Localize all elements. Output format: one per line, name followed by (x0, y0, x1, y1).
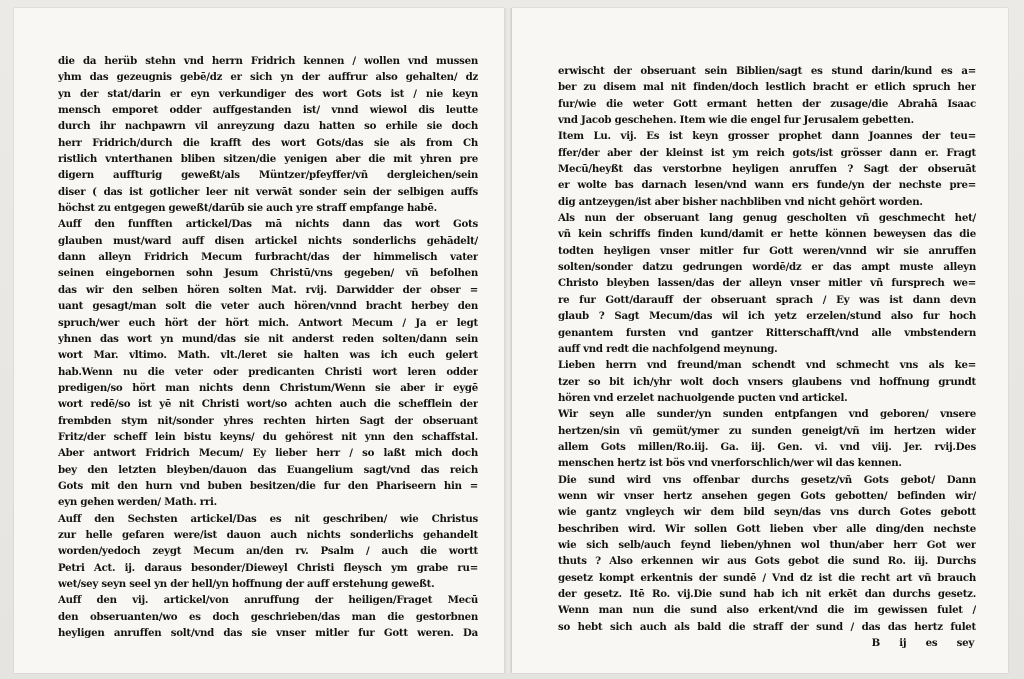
text-line: wet/sey seyn seel yn der hell/yn hoffnung der auff erstehung geweßt. (58, 578, 435, 590)
text-line: yhnen das wort yn mund/das sie nit anderst reden solten/dann sein (58, 332, 478, 345)
text-line: hertzen/sin vñ gemüt/ymer zu sunden geneigt/vñ im hertzen wider (558, 424, 976, 437)
text-line: ffer/der aber der kleinst ist ym reich gots/ist grösser dann er. Fragt (558, 146, 976, 159)
text-line: beschriben wird. Wir sollen Gott lieben vber alle ding/den nechste (558, 522, 976, 535)
text-line: spruch/wer euch hört der hört mich. Antwort Mecum / Ja er legt (58, 316, 478, 329)
text-line: wie gantz vngleych wir dem bild seyn/das vns durch Gotes gebott (558, 506, 976, 519)
text-line: Item Lu. vij. Es ist keyn grosser prophet dann Joannes der teu= (558, 130, 976, 143)
text-line: Gots mit den hurn vnd buben besitzen/die fur den Phariseern hin = (58, 479, 478, 492)
text-line: durch ihr nachpawrn vil anreyzung dazu hatten so erhile sie doch (58, 120, 478, 133)
text-line: vnd Jacob geschehen. Item wie die engel fur Jerusalem gebetten. (558, 114, 914, 127)
right-page (512, 8, 1008, 673)
text-line: Fritz/der scheff lein bistu keyns/ du gehörest nit ynn den schaffstal. (58, 430, 478, 443)
text-line: Die sund wird vns offenbar durchs gesetz/vñ Gots gebot/ Dann (558, 473, 976, 486)
text-line: ristlich vnterthanen bliben sitzen/die yenigen aber die mit yhren pre (58, 153, 478, 166)
text-line: allem Gots millen/Ro.iij. Ga. iij. Gen. vi. vnd viij. Jer. rvij.Des (558, 440, 976, 453)
left-page (14, 8, 504, 673)
text-line: uant gesagt/man solt die veter auch hören/vnnd bracht herbey den (58, 300, 478, 313)
text-line: thuts ? Also erkennen wir aus Gots gebot die sund Ro. iij. Durchs (558, 555, 976, 568)
book-gutter (504, 8, 512, 673)
text-line: bey den letzten bleyben/dauon das Euangelium sagt/vnd das reich (58, 463, 478, 476)
text-line: wort Mar. vltimo. Math. vlt./leret sie halten was ich euch gelert (58, 349, 478, 362)
text-line: zur helle gefaren were/ist dauon auch nichts sonderlichs gehandelt (58, 528, 478, 541)
text-line: worden/yedoch zeygt Mecum an/den rv. Psalm / auch die wortt (58, 545, 478, 558)
text-line: er wolte bas darnach lesen/vnd wann ers funde/yn der nechste pre= (558, 179, 976, 192)
text-line: fur/wie die weter Gott ermant hetten der zusage/die Abrahā Isaac (558, 97, 976, 110)
text-line: mensch emporet odder auffgestanden ist/ vnnd wiewol dis leutte (58, 104, 478, 117)
text-line: wenn wir vnser hertz ansehen gegen Gots gebotten/ befinden wir/ (558, 489, 976, 502)
signature-catchword: B ij es sey (871, 637, 974, 650)
text-line: Lieben herrn vnd freund/man schendt vnd schmecht vns als ke= (558, 359, 976, 372)
text-line: Christo bleyben lassen/das der alleyn vnser mitler vñ fursprech we= (558, 277, 976, 290)
text-line: dann alleyn Fridrich Mecum furbracht/das der himmelisch vater (58, 251, 478, 264)
text-line: Auff den Sechsten artickel/Das es nit geschriben/ wie Christus (58, 512, 478, 525)
text-line: Petri Act. ij. daraus besonder/Dieweyl Christi fleysch ym grabe ru= (58, 561, 478, 574)
text-line: dig antzeygen/ist aber bisher nachbliben vnd nicht gehört worden. (558, 195, 923, 208)
text-line: Auff den vij. artickel/von anruffung der heiligen/Fraget Mecū (58, 594, 478, 607)
text-line: glauben must/ward auff disen artickel nichts sonderlichs gehādelt/ (58, 234, 478, 247)
text-line: so hebt sich auch als bald die straff der sund / das das hertz fulet (558, 620, 976, 633)
text-line: menschen hertz ist bös vnd vnerforschlich/wer wil das kennen. (558, 457, 902, 470)
text-line: glaub ? Sagt Mecum/das wil ich yetz erzelen/stund also fur hoch (558, 310, 976, 323)
text-line: wie sich selb/auch feynd lieben/yhnen wol thun/aber herr Got wer (558, 538, 976, 551)
text-line: der gesetz. Itē Ro. vij.Die sund hab ich nit erkēt dan durchs gesetz. (558, 588, 976, 600)
text-line: hören vnd erzelet nachuolgende pucten vnd artickel. (558, 391, 848, 404)
text-line: Mecū/heyßt das verstorbne heyligen anruffen ? Sagt der obseruāt (558, 163, 976, 176)
text-line: todten heyligen vnser mitler fur Gott weren/vnnd wir sie anruffen (558, 244, 976, 257)
text-line: Als nun der obseruant lang genug gescholten vñ geschmecht het/ (558, 212, 976, 225)
text-line: solten/sonder datzu gedrungen wordē/dz er das ampt muste alleyn (558, 261, 976, 274)
text-line: ber zu disem mal nit finden/doch lestlich bracht er etlich spruch her (558, 81, 976, 94)
text-line: diser ( das ist gotlicher leer nit verwāt sonder sein der selbigen auffs (58, 185, 478, 198)
text-line: genantem fursten vnd gantzer Ritterschafft/vnd alle vmbstendern (558, 326, 976, 339)
right-page-text (558, 63, 976, 651)
text-line: erwischt der obseruant sein Biblien/sagt es stund darin/kund es a= (558, 65, 976, 77)
text-line: Wir seyn alle sunder/yn sunden entpfangen vnd geboren/ vnsere (558, 408, 976, 421)
text-line: yn der stat/darin er eyn verkundiger des wort Gots ist / nie keyn (58, 87, 478, 100)
text-line: predigen/so hört man nichts denn Christum/Wenn sie aber ir eygē (58, 381, 478, 394)
text-line: hab.Wenn nu die veter oder predicanten Christi wort leren odder (58, 365, 478, 378)
text-line: re fur Gott/darauff der obseruant sprach / Ey was ist dann devn (558, 293, 976, 306)
text-line: digern auffturig geweßt/als Müntzer/pfeyffer/vñ dergleichen/sein (58, 169, 478, 182)
text-line: yhm das gezeugnis gebē/dz er sich yn der auffrur also gehalten/ dz (58, 71, 478, 84)
text-line: Aber antwort Fridrich Mecum/ Ey lieber herr / so laßt mich doch (58, 447, 478, 460)
text-line: tzer so bit ich/yhr wolt doch vnsers glaubens vnd hoffnung grundt (558, 375, 976, 388)
text-line: gesetz kompt erkentnis der sundē / Vnd dz ist die recht art vñ brauch (558, 571, 976, 584)
text-line: herr Fridrich/durch die krafft des wort Gots/das sie als from Ch (58, 136, 478, 149)
text-line: seinen eingebornen sohn Jesum Christū/vns gegeben/ vñ befolhen (58, 267, 478, 280)
left-page-text (58, 53, 478, 641)
text-line: eyn gehen werden/ Math. rri. (58, 496, 217, 509)
text-line: das wir den selben hören solten Mat. rvij. Darwidder der obser = (58, 283, 478, 296)
text-line: wort redē/so ist yē nit Christi wort/so achten auch die schefflein der (58, 398, 478, 411)
text-line: vñ kein schriffs finden kund/damit er hette können beweysen das die (558, 228, 976, 241)
text-line: Wenn man nun die sund also erkent/vnd die im gewissen fulet / (558, 604, 976, 617)
text-line: frembden stym nit/sonder yhres rechten hirten Sagt der obseruant (58, 414, 478, 427)
text-line: den obseruanten/wo es doch geschrieben/das man die gestorbnen (58, 610, 478, 623)
text-line: höchst zu entgegen geweßt/darūb sie auch yre straff empfange habē. (58, 202, 437, 215)
text-line: die da herüb stehn vnd herrn Fridrich kennen / wollen vnd mussen (58, 55, 478, 67)
text-line: Auff den funfften artickel/Das mā nichts dann das wort Gots (58, 218, 478, 231)
text-line: auff vnd redt die nachfolgend meynung. (558, 342, 778, 355)
text-line: heyligen anruffen solt/vnd das sie vnser mitler fur Gott weren. Da (58, 627, 478, 640)
